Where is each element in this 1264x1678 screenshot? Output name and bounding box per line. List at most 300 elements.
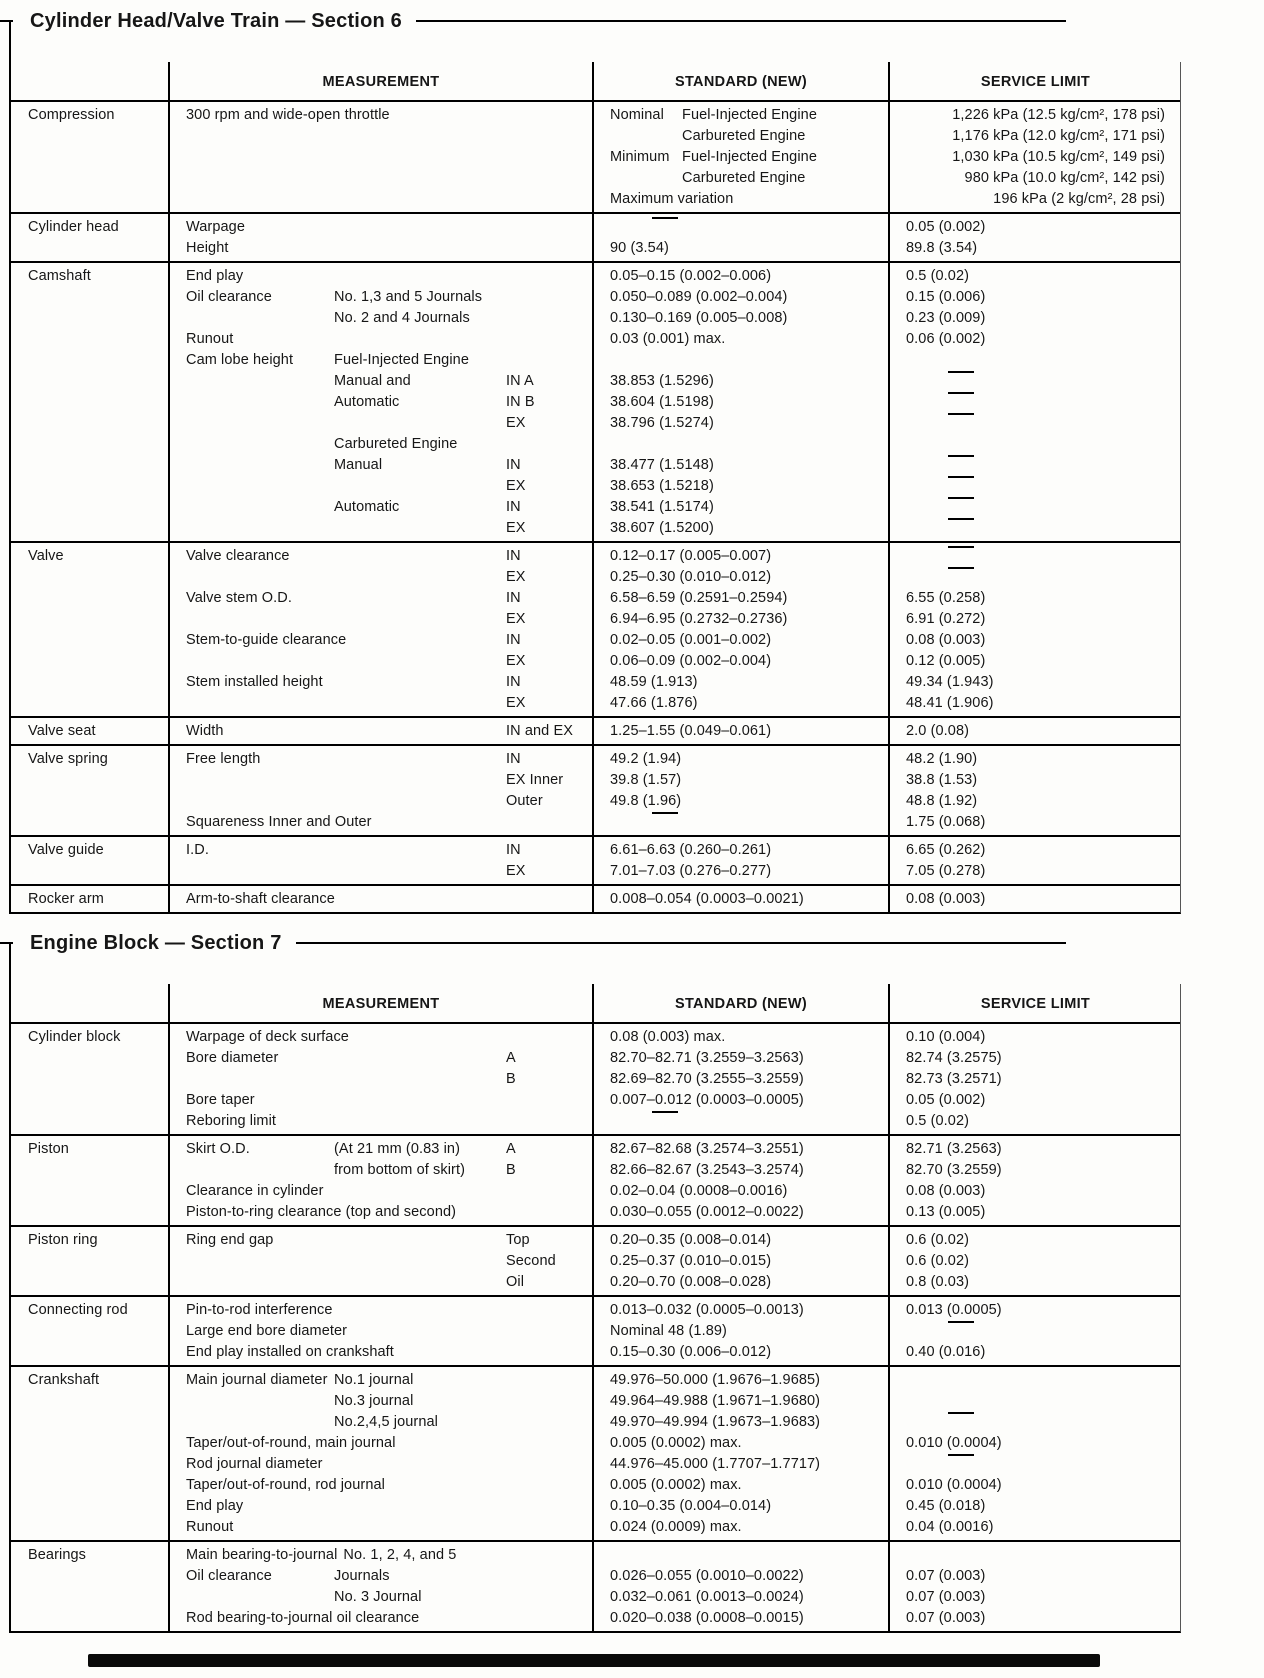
measurement-position (506, 126, 586, 147)
service-line (906, 1048, 1175, 1069)
service-limit-value: 6.65 (0.262) (906, 842, 986, 858)
spec-table (11, 984, 1181, 1633)
section-title: Cylinder Head/Valve Train — Section 6 (30, 9, 402, 32)
standard-line (610, 126, 882, 147)
measurement-line (186, 350, 586, 371)
service-limit-value: 7.05 (0.278) (906, 863, 986, 879)
measurement-main: End play (186, 268, 244, 284)
measurement-position: Second (506, 1253, 556, 1269)
measurement-line (186, 126, 586, 147)
bracket-tick (0, 20, 13, 22)
measurement-main (186, 126, 334, 147)
measurement-line (186, 308, 586, 329)
measurement-cell (168, 1227, 592, 1295)
service-line (906, 812, 1175, 833)
measurement-sub (334, 1048, 506, 1069)
measurement-main (186, 1251, 334, 1272)
spec-row (11, 1295, 1180, 1365)
service-line (906, 1230, 1175, 1251)
section-engine-block (0, 928, 1264, 1633)
measurement-position (506, 105, 586, 126)
measurement-cell (168, 886, 592, 912)
measurement-main (186, 651, 334, 672)
service-line (906, 1412, 1175, 1433)
service-limit-cell (888, 718, 1181, 744)
measurement-sub (391, 1475, 506, 1496)
measurement-sub: No. 2 and 4 Journals (334, 310, 470, 326)
measurement-line (186, 588, 586, 609)
standard-line (610, 497, 882, 518)
measurement-line (186, 217, 586, 238)
standard-line (610, 1090, 882, 1111)
no-value-dash (948, 518, 974, 520)
standard-value: 0.06–0.09 (0.002–0.004) (610, 653, 772, 669)
measurement-main: Oil clearance (186, 289, 272, 305)
standard-line (610, 1391, 882, 1412)
standard-value: 0.007–0.012 (0.0003–0.0005) (610, 1092, 804, 1108)
measurement-line (186, 371, 586, 392)
standard-line (610, 889, 882, 910)
service-line (906, 1321, 1175, 1342)
measurement-line (186, 672, 586, 693)
standard-value: 90 (3.54) (610, 240, 669, 256)
measurement-sub (334, 1517, 506, 1538)
measurement-main (186, 1412, 334, 1433)
measurement-position: EX Inner (506, 772, 564, 788)
service-line (906, 1517, 1175, 1538)
measurement-sub (334, 1111, 506, 1132)
measurement-sub (334, 1251, 506, 1272)
scan-edge-artifact (88, 1654, 1100, 1667)
service-line (906, 1251, 1175, 1272)
measurement-line (186, 609, 586, 630)
standard-cell (592, 746, 888, 835)
standard-line (610, 1048, 882, 1069)
standard-prefix: Nominal (610, 107, 664, 123)
measurement-position (506, 1566, 586, 1587)
standard-cell (592, 837, 888, 884)
service-line (906, 329, 1175, 350)
standard-value: 0.05–0.15 (0.002–0.006) (610, 268, 772, 284)
standard-line (610, 1027, 882, 1048)
service-line (906, 1202, 1175, 1223)
measurement-main: Height (186, 240, 229, 256)
service-line (906, 371, 1175, 392)
measurement-position: Oil (506, 1274, 525, 1290)
measurement-position (506, 434, 586, 455)
measurement-main: Rod bearing-to-journal oil clearance (186, 1610, 420, 1626)
measurement-position (506, 1517, 586, 1538)
measurement-sub (334, 1090, 506, 1111)
standard-line (610, 147, 882, 168)
measurement-main (186, 609, 334, 630)
measurement-line (186, 770, 586, 791)
service-line (906, 1272, 1175, 1293)
standard-value: 49.8 (1.96) (610, 793, 682, 809)
service-limit-value: 0.6 (0.02) (906, 1253, 970, 1269)
measurement-position: IN (506, 548, 521, 564)
measurement-main: Oil clearance (186, 1568, 272, 1584)
measurement-sub: Automatic (334, 394, 400, 410)
measurement-position: IN (506, 842, 521, 858)
standard-line (610, 238, 882, 259)
standard-value: 38.477 (1.5148) (610, 457, 714, 473)
measurement-sub (334, 567, 506, 588)
measurement-main: Stem installed height (186, 674, 323, 690)
measurement-position (506, 889, 586, 910)
standard-cell (592, 102, 888, 212)
measurement-sub (425, 1608, 506, 1629)
service-limit-value: 0.07 (0.003) (906, 1610, 986, 1626)
service-line (906, 1342, 1175, 1363)
service-limit-value: 0.06 (0.002) (906, 331, 986, 347)
service-limit-cell (888, 837, 1181, 884)
service-line (906, 413, 1175, 434)
service-limit-value: 980 kPa (10.0 kg/cm², 142 psi) (964, 170, 1165, 186)
measurement-position (506, 1454, 586, 1475)
standard-line (610, 392, 882, 413)
service-limit-cell (888, 1136, 1181, 1225)
service-limit-value: 196 kPa (2 kg/cm², 28 psi) (993, 191, 1165, 207)
measurement-sub (334, 840, 506, 861)
standard-cell (592, 1367, 888, 1540)
service-limit-value: 1.75 (0.068) (906, 814, 986, 830)
service-line (906, 588, 1175, 609)
service-line (906, 889, 1175, 910)
measurement-sub (334, 238, 506, 259)
standard-value: Carbureted Engine (682, 128, 806, 144)
measurement-main (186, 1069, 334, 1090)
section-header (0, 6, 1264, 36)
measurement-sub (334, 1069, 506, 1090)
measurement-position: EX (506, 478, 526, 494)
no-value-dash (948, 455, 974, 457)
service-limit-value: 89.8 (3.54) (906, 240, 978, 256)
service-limit-cell (888, 543, 1181, 716)
service-line (906, 672, 1175, 693)
service-limit-value: 1,030 kPa (10.5 kg/cm², 149 psi) (952, 149, 1165, 165)
measurement-position (506, 1027, 586, 1048)
header-blank (11, 62, 168, 100)
header-standard: STANDARD (NEW) (592, 984, 888, 1022)
measurement-main: I.D. (186, 842, 209, 858)
standard-value: 0.03 (0.001) max. (610, 331, 726, 347)
measurement-position (506, 1587, 586, 1608)
measurement-line (186, 238, 586, 259)
service-limit-value: 0.010 (0.0004) (906, 1435, 1002, 1451)
table-header (11, 62, 1180, 100)
standard-value: 0.030–0.055 (0.0012–0.0022) (610, 1204, 804, 1220)
standard-line (610, 1587, 882, 1608)
standard-line (610, 1608, 882, 1629)
standard-value: 0.013–0.032 (0.0005–0.0013) (610, 1302, 804, 1318)
measurement-sub (402, 1433, 506, 1454)
spec-row (11, 1365, 1180, 1540)
service-line (906, 721, 1175, 742)
standard-cell (592, 886, 888, 912)
standard-line (610, 287, 882, 308)
service-line (906, 651, 1175, 672)
service-line (906, 518, 1175, 539)
component-label: Crankshaft (28, 1372, 100, 1388)
measurement-position (506, 266, 586, 287)
measurement-main (186, 455, 334, 476)
standard-line (610, 1475, 882, 1496)
measurement-position (506, 1342, 586, 1363)
standard-cell (592, 718, 888, 744)
measurement-main: Runout (186, 1519, 234, 1535)
component-label: Camshaft (28, 268, 91, 284)
measurement-line (186, 1433, 586, 1454)
measurement-position: EX (506, 520, 526, 536)
standard-value: 0.020–0.038 (0.0008–0.0015) (610, 1610, 804, 1626)
service-limit-value: 49.34 (1.943) (906, 674, 994, 690)
measurement-main (186, 434, 334, 455)
measurement-position (506, 1181, 586, 1202)
standard-value: 47.66 (1.876) (610, 695, 698, 711)
standard-line (610, 1566, 882, 1587)
service-line (906, 1027, 1175, 1048)
standard-value: 0.024 (0.0009) max. (610, 1519, 742, 1535)
measurement-sub (334, 1181, 506, 1202)
measurement-line (186, 840, 586, 861)
service-line (906, 1475, 1175, 1496)
standard-line (610, 217, 882, 238)
standard-value: Nominal 48 (1.89) (610, 1323, 727, 1339)
measurement-position (506, 1391, 586, 1412)
standard-prefix: Maximum variation (610, 191, 734, 207)
component-label: Rocker arm (28, 891, 104, 907)
standard-line (610, 455, 882, 476)
service-line (906, 189, 1175, 210)
standard-value: Carbureted Engine (682, 170, 806, 186)
standard-value: 1.25–1.55 (0.049–0.061) (610, 723, 772, 739)
measurement-line (186, 1321, 586, 1342)
no-value-dash (948, 413, 974, 415)
measurement-line (186, 1160, 586, 1181)
measurement-position: A (506, 1050, 516, 1066)
standard-value: 0.10–0.35 (0.004–0.014) (610, 1498, 772, 1514)
standard-value: 49.964–49.988 (1.9671–1.9680) (610, 1393, 821, 1409)
measurement-cell (168, 543, 592, 716)
measurement-main (186, 693, 334, 714)
service-limit-value: 0.04 (0.0016) (906, 1519, 994, 1535)
service-line (906, 476, 1175, 497)
measurement-sub (334, 770, 506, 791)
measurement-sub (334, 266, 506, 287)
service-line (906, 567, 1175, 588)
measurement-line (186, 1300, 586, 1321)
measurement-sub: No. 3 Journal (334, 1589, 422, 1605)
measurement-sub (334, 126, 506, 147)
standard-line (610, 791, 882, 812)
measurement-position: IN B (506, 394, 535, 410)
measurement-sub (334, 1272, 506, 1293)
standard-value: 0.050–0.089 (0.002–0.004) (610, 289, 788, 305)
measurement-position (506, 308, 586, 329)
service-line (906, 105, 1175, 126)
measurement-position: EX (506, 569, 526, 585)
spec-row (11, 835, 1180, 884)
table-body (11, 1022, 1180, 1631)
measurement-line (186, 413, 586, 434)
measurement-sub (462, 1202, 506, 1223)
service-limit-cell (888, 746, 1181, 835)
measurement-position: B (506, 1071, 516, 1087)
measurement-main (186, 497, 334, 518)
spec-table (11, 62, 1181, 914)
measurement-line (186, 518, 586, 539)
standard-value: 0.005 (0.0002) max. (610, 1435, 742, 1451)
service-line (906, 434, 1175, 455)
spec-row (11, 884, 1180, 912)
service-line (906, 1608, 1175, 1629)
service-line (906, 287, 1175, 308)
header-blank (11, 984, 168, 1022)
component-label: Valve guide (28, 842, 104, 858)
measurement-position: B (506, 1162, 516, 1178)
measurement-position: IN (506, 674, 521, 690)
service-line (906, 1069, 1175, 1090)
service-limit-cell (888, 214, 1181, 261)
spec-row (11, 1022, 1180, 1134)
component-label: Valve seat (28, 723, 96, 739)
standard-line (610, 329, 882, 350)
standard-cell (592, 1136, 888, 1225)
measurement-main: Piston-to-ring clearance (top and second) (186, 1204, 457, 1220)
measurement-main (186, 1272, 334, 1293)
section-bracket-line (9, 22, 11, 914)
service-line (906, 1160, 1175, 1181)
measurement-line (186, 1272, 586, 1293)
measurement-main (186, 567, 334, 588)
standard-prefix: Minimum (610, 149, 670, 165)
service-line (906, 455, 1175, 476)
measurement-sub: No. 1,3 and 5 Journals (334, 289, 483, 305)
standard-value: Fuel-Injected Engine (682, 149, 817, 165)
no-value-dash (948, 392, 974, 394)
measurement-main: Main journal diameter (186, 1372, 328, 1388)
spec-row (11, 541, 1180, 716)
standard-line (610, 1160, 882, 1181)
measurement-main (186, 476, 334, 497)
standard-line (610, 840, 882, 861)
spec-row (11, 212, 1180, 261)
measurement-position (506, 1412, 586, 1433)
standard-line (610, 1069, 882, 1090)
bracket-tick (0, 942, 13, 944)
service-limit-value: 0.5 (0.02) (906, 268, 970, 284)
spec-row (11, 261, 1180, 541)
service-limit-cell (888, 1024, 1181, 1134)
service-line (906, 749, 1175, 770)
standard-line (610, 1412, 882, 1433)
measurement-position (506, 217, 586, 238)
measurement-sub (334, 1496, 506, 1517)
measurement-main (186, 518, 334, 539)
standard-line (610, 721, 882, 742)
spec-row (11, 716, 1180, 744)
service-limit-value: 6.91 (0.272) (906, 611, 986, 627)
service-limit-cell (888, 1542, 1181, 1631)
standard-line (610, 434, 882, 455)
service-limit-value: 0.15 (0.006) (906, 289, 986, 305)
measurement-main: Runout (186, 331, 234, 347)
service-limit-cell (888, 1297, 1181, 1365)
standard-value: 39.8 (1.57) (610, 772, 682, 788)
measurement-position: IN (506, 499, 521, 515)
standard-value: 0.032–0.061 (0.0013–0.0024) (610, 1589, 804, 1605)
service-limit-value: 0.23 (0.009) (906, 310, 986, 326)
standard-line (610, 1139, 882, 1160)
measurement-line (186, 791, 586, 812)
section-header (0, 928, 1264, 958)
no-value-dash (948, 371, 974, 373)
service-line (906, 791, 1175, 812)
measurement-line (186, 630, 586, 651)
measurement-position (506, 1090, 586, 1111)
component-label: Piston ring (28, 1232, 98, 1248)
section-title: Engine Block — Section 7 (30, 931, 282, 954)
standard-value: 0.02–0.04 (0.0008–0.0016) (610, 1183, 788, 1199)
standard-value: 82.70–82.71 (3.2559–3.2563) (610, 1050, 804, 1066)
service-line (906, 147, 1175, 168)
service-limit-cell (888, 1227, 1181, 1295)
measurement-line (186, 329, 586, 350)
service-line (906, 1139, 1175, 1160)
standard-line (610, 1272, 882, 1293)
measurement-sub: Automatic (334, 499, 400, 515)
spec-row (11, 744, 1180, 835)
service-limit-value: 0.05 (0.002) (906, 219, 986, 235)
component-label: Bearings (28, 1547, 87, 1563)
measurement-main: 300 rpm and wide-open throttle (186, 107, 390, 123)
measurement-main: End play installed on crankshaft (186, 1344, 394, 1360)
measurement-position (506, 812, 586, 833)
measurement-sub (396, 105, 506, 126)
header-standard: STANDARD (NEW) (592, 62, 888, 100)
standard-cell (592, 543, 888, 716)
service-limit-value: 48.8 (1.92) (906, 793, 978, 809)
standard-line (610, 1517, 882, 1538)
service-line (906, 1496, 1175, 1517)
measurement-position (506, 189, 586, 210)
table-header (11, 984, 1180, 1022)
no-value-dash (948, 1412, 974, 1414)
standard-value: Fuel-Injected Engine (682, 107, 817, 123)
standard-value: 6.58–6.59 (0.2591–0.2594) (610, 590, 788, 606)
measurement-position: IN (506, 632, 521, 648)
service-limit-value: 0.40 (0.016) (906, 1344, 986, 1360)
measurement-main (186, 770, 334, 791)
measurement-sub (339, 1300, 506, 1321)
standard-line (610, 812, 882, 833)
measurement-line (186, 861, 586, 882)
service-limit-value: 0.13 (0.005) (906, 1204, 986, 1220)
measurement-line (186, 476, 586, 497)
measurement-line (186, 1608, 586, 1629)
measurement-line (186, 266, 586, 287)
measurement-sub (352, 630, 506, 651)
no-value-dash (948, 546, 974, 548)
measurement-line (186, 651, 586, 672)
standard-value: 6.61–6.63 (0.260–0.261) (610, 842, 772, 858)
standard-line (610, 1202, 882, 1223)
service-line (906, 497, 1175, 518)
section-cylinder-head (0, 6, 1264, 914)
service-limit-value: 82.73 (3.2571) (906, 1071, 1002, 1087)
measurement-sub: No.1 journal (334, 1372, 414, 1388)
